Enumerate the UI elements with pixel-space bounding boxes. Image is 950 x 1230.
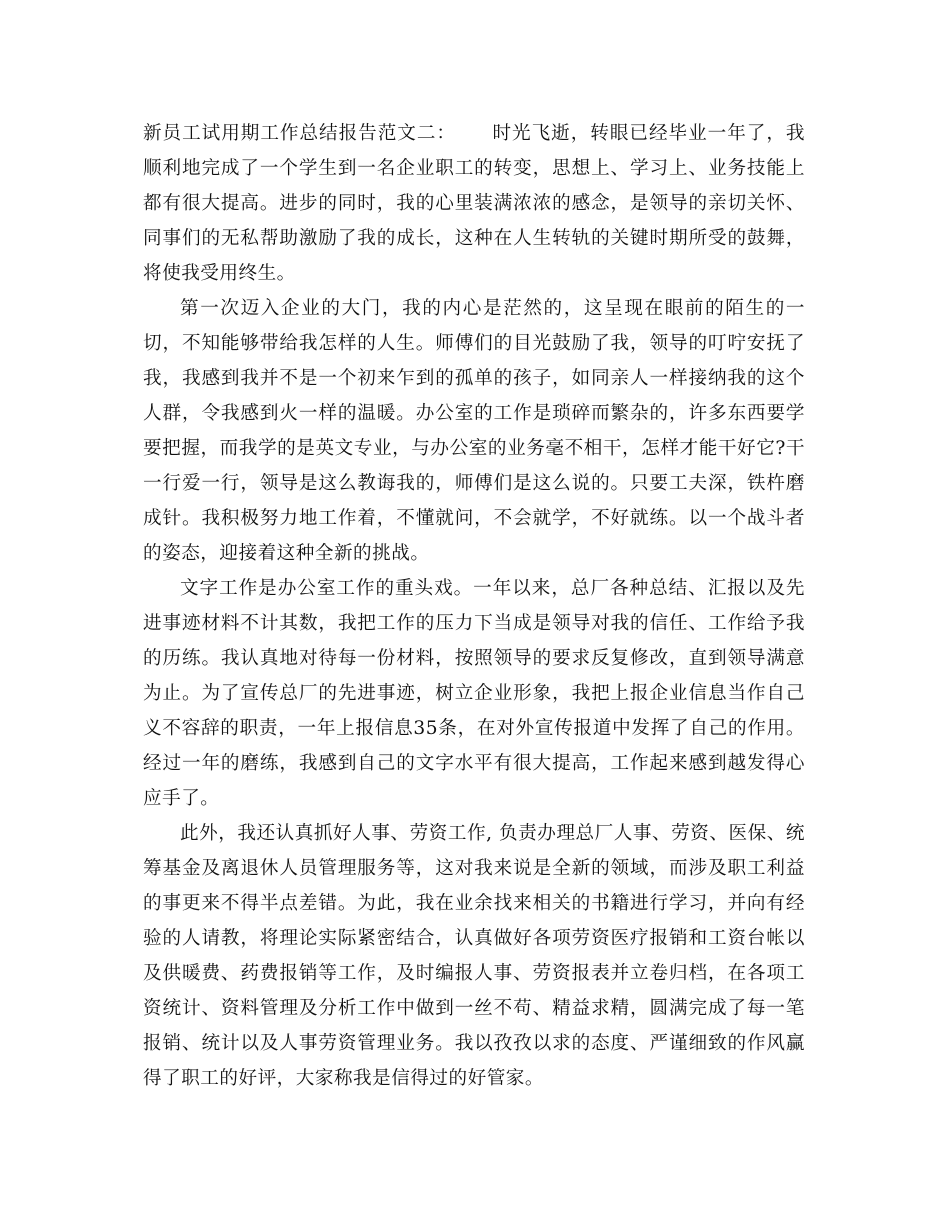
paragraph-1-text: 时光飞逝，转眼已经毕业一年了，我顺利地完成了一个学生到一名企业职工的转变，思想上、学习上、业务技能上都有很大提高。进步的同时，我的心里装满浓浓的感念，是领导的亲切关怀、同事们的无私帮助激励了我的成长，这种在人生转轨的关键时期所受的鼓舞，将使我受用终生。 (143, 123, 805, 284)
document-body (143, 116, 805, 1096)
paragraph-2: 第一次迈入企业的大门，我的内心是茫然的，这呈现在眼前的陌生的一切，不知能够带给我怎样的人生。师傅们的目光鼓励了我，领导的叮咛安抚了我，我感到我并不是一个初来乍到的孤单的孩子，如同亲人一样接纳我的这个人群，令我感到火一样的温暖。办公室的工作是琐碎而繁杂的，许多东西要学要把握，而我学的是英文专业，与办公室的业务毫不相干，怎样才能干好它?干一行爱一行，领导是这么教诲我的，师傅们是这么说的。只要工夫深，铁杵磨成针。我积极努力地工作着，不懂就问，不会就学，不好就练。以一个战斗者的姿态，迎接着这种全新的挑战。 (143, 298, 805, 564)
document-heading: 新员工试用期工作总结报告范文二： (143, 123, 456, 144)
paragraph-3: 文字工作是办公室工作的重头戏。一年以来，总厂各种总结、汇报以及先进事迹材料不计其数，我把工作的压力下当成是领导对我的信任、工作给予我的历练。我认真地对待每一份材料，按照领导的要求反复修改，直到领导满意为止。为了宣传总厂的先进事迹，树立企业形象，我把上报企业信息当作自己义不容辞的职责，一年上报信息35条，在对外宣传报道中发挥了自己的作用。经过一年的磨练，我感到自己的文字水平有很大提高，工作起来感到越发得心应手了。 (143, 578, 805, 809)
paragraph-4: 此外，我还认真抓好人事、劳资工作, 负责办理总厂人事、劳资、医保、统筹基金及离退休人员管理服务等，这对我来说是全新的领域，而涉及职工利益的事更来不得半点差错。为此，我在业余找来相关的书籍进行学习，并向有经验的人请教，将理论实际紧密结合，认真做好各项劳资医疗报销和工资台帐以及供暖费、药费报销等工作，及时编报人事、劳资报表并立卷归档，在各项工资统计、资料管理及分析工作中做到一丝不苟、精益求精，圆满完成了每一笔报销、统计以及人事劳资管理业务。我以孜孜以求的态度、严谨细致的作风赢得了职工的好评，大家称我是信得过的好管家。 (143, 823, 805, 1089)
paragraph-1 (143, 116, 805, 291)
